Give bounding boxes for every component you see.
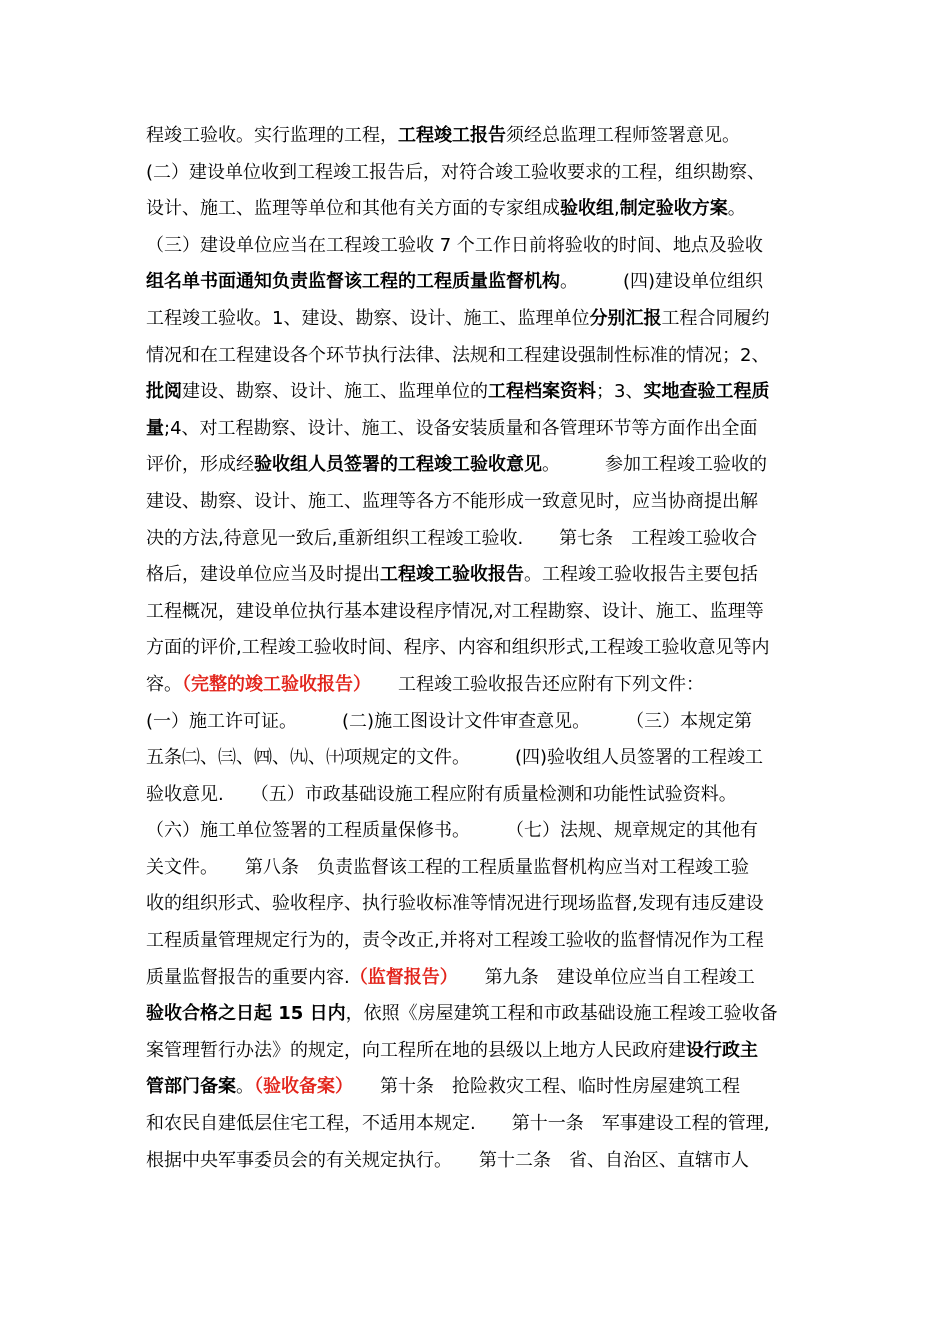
text-line [146,850,806,887]
text-run: 。 (四)建设单位组织 [560,271,764,293]
text-line [146,1143,806,1180]
bold-text: 批阅 [146,381,182,403]
text-run: 方面的评价,工程竣工验收时间、程序、内容和组织形式,工程竣工验收意见等内 [146,637,770,659]
text-line [146,521,806,558]
text-run: 工程竣工验收。1、建设、勘察、设计、施工、监理单位 [146,307,590,329]
bold-text: 验收合格之日起 15 日内 [146,1003,346,1025]
text-run: 和农民自建低层住宅工程，不适用本规定. 第十一条 军事建设工程的管理, [146,1113,770,1135]
text-line [146,118,806,155]
text-run: 决的方法,待意见一致后,重新组织工程竣工验收. 第七条 工程竣工验收合 [146,527,758,549]
text-run: 格后，建设单位应当及时提出 [146,564,380,586]
bold-text: 工程档案资料 [488,381,596,403]
text-line [146,923,806,960]
text-line [146,155,806,192]
text-line [146,886,806,923]
text-run: 。 [727,198,746,220]
text-run: 工程概况，建设单位执行基本建设程序情况,对工程勘察、设计、施工、监理等 [146,600,764,622]
text-line [146,411,806,448]
text-line [146,228,806,265]
text-run: (一）施工许可证。 (二)施工图设计文件审查意见。 （三）本规定第 [146,710,753,732]
text-line [146,557,806,594]
text-run: 五条㈡、㈢、㈣、㈨、㈩项规定的文件。 (四)验收组人员签署的工程竣工 [146,747,764,769]
text-run: 第十条 抢险救灾工程、临时性房屋建筑工程 [344,1076,740,1098]
text-run: 工程质量管理规定行为的，责令改正,并将对工程竣工验收的监督情况作为工程 [146,930,764,952]
text-line [146,960,806,997]
text-run: 。 参加工程竣工验收的 [542,454,767,476]
text-run: 工程竣工验收报告还应附有下列文件： [362,673,704,695]
text-line [146,996,806,1033]
text-line [146,484,806,521]
text-line [146,630,806,667]
text-run: 建设、勘察、设计、施工、监理等各方不能形成一致意见时，应当协商提出解 [146,490,758,512]
bold-text: 验收组人员签署的工程竣工验收意见 [254,454,542,476]
text-run: 第九条 建设单位应当自工程竣工 [448,966,755,988]
text-line [146,191,806,228]
text-line [146,374,806,411]
bold-text: 验收组 [560,198,614,220]
bold-text: 工程竣工验收报告 [380,564,524,586]
text-line [146,1069,806,1106]
text-line [146,667,806,704]
text-run: 容。 [146,673,182,695]
text-line [146,338,806,375]
text-run: 须经总监理工程师签署意见。 [506,125,740,146]
text-line [146,777,806,814]
body-text [146,118,806,1179]
bold-text: 制定验收方案 [619,198,728,220]
text-run: （六）施工单位签署的工程质量保修书。 （七）法规、规章规定的其他有 [146,820,758,842]
text-line [146,740,806,777]
text-run: 关文件。 第八条 负责监督该工程的工程质量监督机构应当对工程竣工验 [146,856,749,878]
text-run: 。工程竣工验收报告主要包括 [524,564,758,586]
text-run: 质量监督报告的重要内容. [146,966,350,988]
text-run: (二）建设单位收到工程竣工报告后，对符合竣工验收要求的工程，组织勘察、 [146,161,766,183]
red-annotation: （验收备案） [254,1076,344,1098]
text-run: 工程合同履约 [661,307,770,329]
text-run: 。 [236,1076,254,1098]
text-run: 根据中央军事委员会的有关规定执行。 第十二条 省、自治区、直辖市人 [146,1149,749,1171]
text-line [146,264,806,301]
red-annotation: （监督报告） [349,966,449,988]
text-line [146,301,806,338]
bold-text: 设行政主 [686,1039,758,1061]
red-annotation: （完整的竣工验收报告） [182,673,362,695]
text-run: 情况和在工程建设各个环节执行法律、法规和工程建设强制性标准的情况；2、 [146,344,770,366]
text-line [146,1033,806,1070]
bold-text: 组名单书面通知负责监督该工程的工程质量监督机构 [146,271,560,293]
text-run: ，依照《房屋建筑工程和市政基础设施工程竣工验收备 [345,1003,778,1025]
text-run: ；3、 [596,381,644,403]
bold-text: 工程竣工报告 [398,125,506,146]
text-run: 案管理暂行办法》的规定，向工程所在地的县级以上地方人民政府建 [146,1039,686,1061]
text-line [146,594,806,631]
text-run: 设计、施工、监理等单位和其他有关方面的专家组成 [146,198,560,220]
bold-text: 量 [146,417,164,439]
bold-text: 分别汇报 [589,307,662,329]
text-run: 评价，形成经 [146,454,254,476]
text-run: 验收意见. （五）市政基础设施工程应附有质量检测和功能性试验资料。 [146,783,737,805]
text-run: 收的组织形式、验收程序、执行验收标准等情况进行现场监督,发现有违反建设 [146,893,764,915]
text-line [146,1106,806,1143]
text-run: 程竣工验收。实行监理的工程， [146,125,398,146]
text-line [146,447,806,484]
text-line [146,704,806,741]
bold-text: 管部门备案 [146,1076,236,1098]
text-line [146,813,806,850]
text-run: , [614,198,620,220]
bold-text: 实地查验工程质 [643,381,770,403]
text-run: （三）建设单位应当在工程竣工验收 7 个工作日前将验收的时间、地点及验收 [146,234,763,256]
text-run: ;4、对工程勘察、设计、施工、设备安装质量和各管理环节等方面作出全面 [164,417,758,439]
text-run: 建设、勘察、设计、施工、监理单位的 [182,381,488,403]
